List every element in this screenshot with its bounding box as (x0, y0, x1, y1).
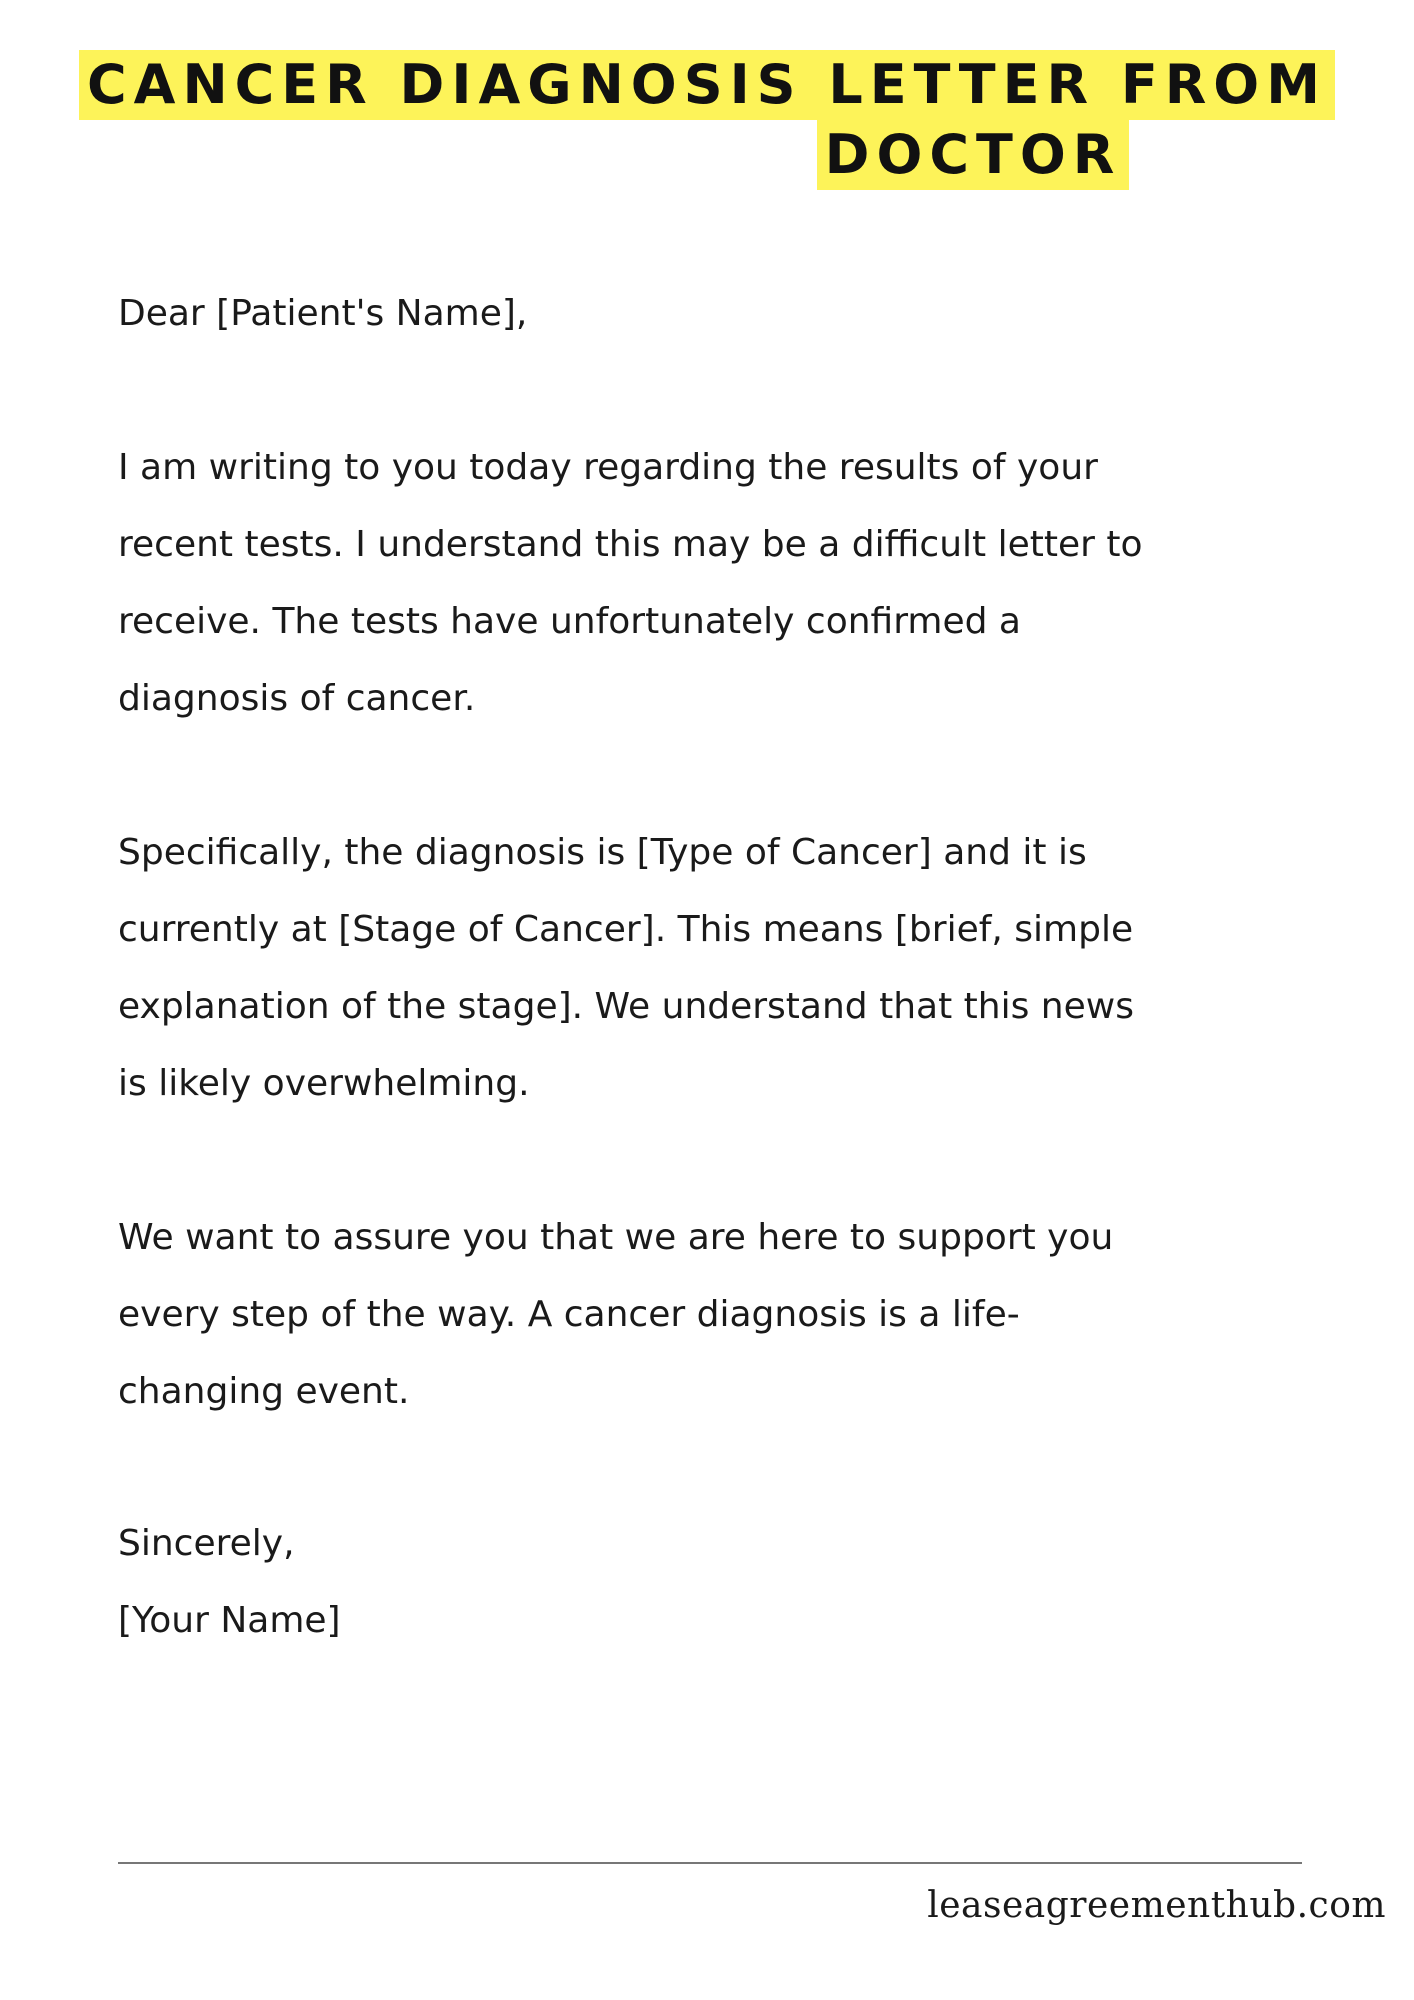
paragraph-line: changing event. (118, 1371, 410, 1412)
footer-website: leaseagreementhub.com (927, 1885, 1386, 1926)
paragraph-line: is likely overwhelming. (118, 1063, 530, 1104)
paragraph-line: receive. The tests have unfortunately confirmed a (118, 601, 1021, 642)
paragraph-line: every step of the way. A cancer diagnosis is a life- (118, 1294, 1020, 1335)
paragraph-line: diagnosis of cancer. (118, 678, 476, 719)
paragraph-line: We want to assure you that we are here to support you (118, 1217, 1114, 1258)
paragraph-line: explanation of the stage]. We understand that this news (118, 986, 1134, 1027)
signature-placeholder: [Your Name] (118, 1600, 341, 1641)
document-title (0, 50, 1414, 190)
letter-closing (118, 1505, 341, 1659)
paragraph-line: currently at [Stage of Cancer]. This means [brief, simple (118, 909, 1134, 950)
paragraph-support (118, 1199, 1348, 1430)
paragraph-diagnosis (118, 814, 1348, 1122)
paragraph-line: I am writing to you today regarding the results of your (118, 447, 1098, 488)
closing-text: Sincerely, (118, 1523, 295, 1564)
paragraph-line: Specifically, the diagnosis is [Type of Cancer] and it is (118, 832, 1087, 873)
title-line-1: CANCER DIAGNOSIS LETTER FROM (79, 50, 1335, 120)
salutation (118, 275, 1348, 352)
salutation-text: Dear [Patient's Name], (118, 293, 528, 334)
paragraph-results (118, 429, 1348, 737)
paragraph-line: recent tests. I understand this may be a difficult letter to (118, 524, 1143, 565)
title-line-2: DOCTOR (817, 120, 1130, 190)
letter-body (118, 275, 1348, 1507)
footer-divider (118, 1862, 1302, 1864)
